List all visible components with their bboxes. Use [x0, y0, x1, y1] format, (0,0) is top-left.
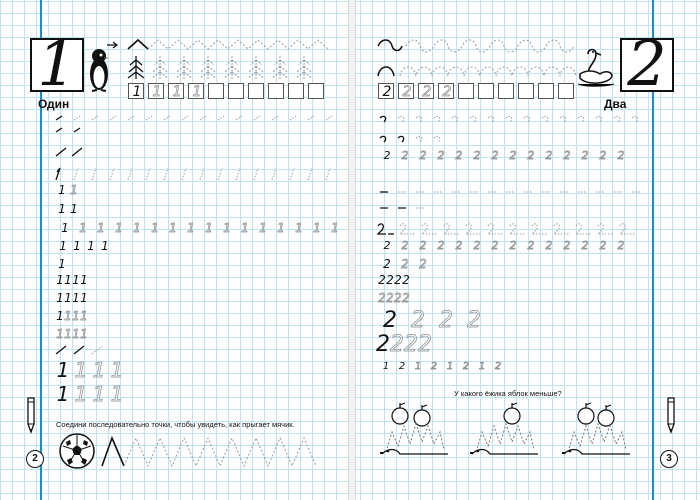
digit: 1 [133, 221, 141, 235]
cell[interactable] [288, 83, 304, 99]
digit: 2 [455, 149, 463, 162]
digit: 2 [527, 239, 535, 252]
digit: 2 [378, 273, 386, 287]
digit: 1 [64, 273, 72, 287]
digit: 1 [478, 361, 486, 372]
cell[interactable] [498, 83, 514, 99]
digit: 1 [115, 221, 123, 235]
digit: 1 [64, 291, 72, 305]
digit: 1 [73, 239, 81, 253]
digit: 1 [56, 291, 64, 305]
digit: 2 [378, 291, 386, 305]
word-one: Один [38, 97, 70, 111]
digit: 1 [64, 327, 72, 341]
digit: 2 [599, 149, 607, 162]
cell-digit: 1 [172, 84, 182, 100]
digit: 1 [72, 273, 80, 287]
digit: 1 [70, 183, 78, 197]
digit: 1 [74, 382, 88, 406]
hedgehog-icon [560, 402, 640, 462]
digit: 2 [398, 361, 406, 372]
cell[interactable] [148, 83, 164, 99]
digit: 2 [467, 308, 481, 333]
digit: 2 [394, 291, 402, 305]
cell-digit: 1 [132, 84, 142, 100]
digit: 1 [74, 358, 88, 382]
digit-two-box [620, 27, 674, 100]
cell[interactable] [538, 83, 554, 99]
digit: 2 [494, 361, 502, 372]
digit: 1 [277, 221, 285, 235]
digit: 2 [419, 257, 427, 271]
digit: 2 [462, 361, 470, 372]
digit: 2 [527, 149, 535, 162]
digit: 1 [56, 327, 64, 341]
cell-digit: 1 [152, 84, 162, 100]
digit: 1 [187, 221, 195, 235]
digit: 2 [617, 239, 625, 252]
digit: 2 [545, 239, 553, 252]
digit: 2 [439, 308, 453, 333]
pointer-icon [106, 40, 120, 50]
digit: 2 [404, 332, 418, 357]
digit: 2 [402, 273, 410, 287]
cell[interactable] [438, 83, 454, 99]
digit: 2 [386, 273, 394, 287]
tent-zigzag-row [126, 38, 336, 50]
digit: 2 [383, 308, 397, 333]
digit: 1 [97, 221, 105, 235]
digit: 2 [491, 149, 499, 162]
digit: 1 [382, 361, 390, 372]
fir-tree-icon [126, 54, 336, 80]
twos-row [378, 258, 432, 270]
digit: 1 [56, 309, 64, 323]
digit: 2 [383, 149, 391, 162]
digit: 2 [509, 239, 517, 252]
cell-digit: 2 [402, 84, 412, 100]
digit: 1 [151, 221, 159, 235]
digit: 1 [205, 221, 213, 235]
digit: 1 [414, 361, 422, 372]
cell[interactable] [558, 83, 574, 99]
twos-row [378, 274, 410, 286]
digit-two: 2 [627, 27, 667, 100]
digit: 2 [617, 149, 625, 162]
digit: 2 [599, 239, 607, 252]
cell-digit: 2 [442, 84, 452, 100]
digit: 1 [61, 221, 69, 235]
digit: 2 [376, 332, 390, 357]
digit: 2 [491, 239, 499, 252]
ones-row [56, 203, 80, 215]
digit: 1 [92, 382, 106, 406]
cell[interactable] [458, 83, 474, 99]
digit: 1 [92, 358, 106, 382]
stroke-trace-rows [54, 114, 344, 162]
cell[interactable] [378, 83, 394, 99]
digit: 1 [80, 291, 88, 305]
digit: 1 [72, 309, 80, 323]
page-number-right: 3 [660, 450, 678, 468]
digit: 1 [110, 382, 124, 406]
digit: 2 [545, 149, 553, 162]
pencil-icon [24, 396, 38, 434]
cell-digit: 1 [192, 84, 202, 100]
digit: 1 [70, 202, 78, 216]
digit: 2 [419, 149, 427, 162]
big-twos-row [376, 310, 488, 332]
digit: 1 [79, 221, 87, 235]
digit: 1 [56, 358, 70, 382]
one-two-row [378, 362, 506, 372]
digit: 2 [437, 149, 445, 162]
digit-one: 1 [37, 27, 77, 100]
cell[interactable] [478, 83, 494, 99]
digit: 1 [58, 257, 66, 271]
digit: 1 [446, 361, 454, 372]
digit: 1 [56, 382, 70, 406]
digit: 1 [87, 239, 95, 253]
digit: 2 [383, 239, 391, 252]
slash-trace-row [54, 342, 114, 356]
cell[interactable] [208, 83, 224, 99]
twos-row-long [378, 240, 630, 251]
big-ones-row [54, 384, 126, 404]
penguin-icon [88, 44, 110, 94]
cell[interactable] [398, 83, 414, 99]
cell[interactable] [188, 83, 204, 99]
cell[interactable] [518, 83, 534, 99]
twos-row-long [378, 150, 630, 161]
cell[interactable] [268, 83, 284, 99]
digit-one-box [30, 27, 84, 100]
digit: 2 [418, 332, 432, 357]
digit: 2 [509, 149, 517, 162]
digit: 1 [259, 221, 267, 235]
cell-digit: 2 [382, 84, 392, 100]
digit: 1 [295, 221, 303, 235]
digit: 2 [411, 308, 425, 333]
digit: 2 [437, 239, 445, 252]
digit: 1 [169, 221, 177, 235]
digit: 2 [394, 273, 402, 287]
ball-jump-zigzag [98, 434, 338, 468]
digit-two-cells [378, 83, 574, 99]
digit: 2 [563, 149, 571, 162]
digit: 2 [419, 239, 427, 252]
big-twos-row [376, 334, 432, 356]
digit: 2 [455, 239, 463, 252]
ones-row [56, 310, 88, 322]
digit: 2 [402, 291, 410, 305]
hedgehog-icon [468, 402, 548, 462]
pencil-icon [664, 396, 678, 434]
two-dash-trace-row [376, 222, 646, 236]
hedgehog-icon [378, 402, 458, 462]
digit: 2 [473, 239, 481, 252]
digit: 2 [390, 332, 404, 357]
digit: 1 [58, 202, 66, 216]
hedgehog-question: У какого ёжика яблок меньше? [454, 389, 562, 398]
word-two: Два [604, 97, 627, 111]
digit: 2 [581, 149, 589, 162]
page-number-left: 2 [26, 450, 44, 468]
ones-row [56, 292, 88, 304]
wave-trace-row [376, 38, 606, 54]
digit-one-cells [128, 83, 324, 99]
digit: 1 [80, 309, 88, 323]
digit: 2 [430, 361, 438, 372]
digit: 2 [401, 257, 409, 271]
digit: 2 [386, 291, 394, 305]
ones-row [56, 274, 88, 286]
twos-row [378, 292, 410, 304]
soccer-ball-icon [58, 432, 96, 470]
ones-row [56, 328, 88, 340]
digit: 2 [581, 239, 589, 252]
digit: 2 [383, 257, 391, 271]
digit: 1 [56, 273, 64, 287]
page-fold [348, 0, 356, 500]
digit: 1 [223, 221, 231, 235]
ones-row [56, 240, 112, 252]
big-ones-row [54, 360, 126, 380]
ones-row-long [56, 222, 344, 234]
cell[interactable] [308, 83, 324, 99]
digit: 1 [72, 291, 80, 305]
digit: 1 [80, 327, 88, 341]
digit: 1 [313, 221, 321, 235]
cell[interactable] [228, 83, 244, 99]
digit: 1 [110, 358, 124, 382]
arch-trace-row [376, 62, 606, 78]
digit: 1 [331, 221, 339, 235]
digit: 1 [101, 239, 109, 253]
cell[interactable] [418, 83, 434, 99]
digit: 1 [64, 309, 72, 323]
digit: 2 [401, 239, 409, 252]
ball-instruction: Соедини последовательно точки, чтобы увидеть, как прыгает мячик. [56, 420, 295, 429]
digit: 1 [241, 221, 249, 235]
digit: 2 [473, 149, 481, 162]
ones-row [56, 184, 80, 196]
hook-trace-rows [378, 114, 648, 210]
digit: 1 [80, 273, 88, 287]
cell-digit: 2 [422, 84, 432, 100]
cell[interactable] [248, 83, 264, 99]
cell[interactable] [128, 83, 144, 99]
digit: 1 [58, 183, 66, 197]
swan-icon [576, 44, 616, 88]
ones-row [56, 258, 68, 270]
digit: 1 [72, 327, 80, 341]
digit: 2 [401, 149, 409, 162]
one-trace-row [54, 166, 344, 182]
cell[interactable] [168, 83, 184, 99]
digit: 2 [563, 239, 571, 252]
digit: 1 [59, 239, 67, 253]
